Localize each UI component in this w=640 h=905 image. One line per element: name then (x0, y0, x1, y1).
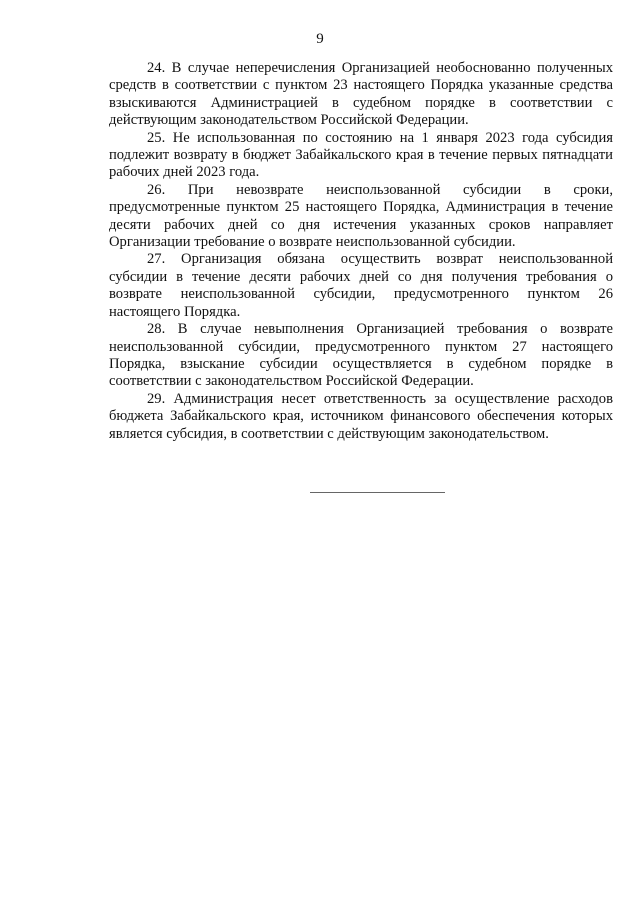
paragraph-25: 25. Не использованная по состоянию на 1 января 2023 года субсидия подлежит возврату в бюджет Забайкальского края в течение первых пятнадцати рабочих дней 2023 года. (109, 129, 613, 181)
paragraph-28: 28. В случае невыполнения Организацией требования о возврате неиспользованной субсидии, предусмотренного пунктом 27 настоящего Порядка, взыскание субсидии осуществляется в судебном порядке в соответствии с законодательством Российской Федерации. (109, 321, 613, 390)
paragraph-29: 29. Администрация несет ответственность за осуществление расходов бюджета Забайкальского края, источником финансового обеспечения которых является субсидия, в соответствии с действующим законодательством. (109, 390, 613, 442)
paragraph-27: 27. Организация обязана осуществить возврат неиспользованной субсидии в течение десяти рабочих дней со дня получения требования о возврате неиспользованной субсидии, предусмотренного пунктом 26 настоящего Порядка. (109, 251, 613, 320)
end-divider-line (310, 492, 445, 493)
document-body (109, 60, 613, 443)
paragraph-26: 26. При невозврате неиспользованной субсидии в сроки, предусмотренные пунктом 25 настоящего Порядка, Администрация в течение десяти рабочих дней со дня истечения указанных сроков направляет Организации требование о возврате неиспользованной субсидии. (109, 181, 613, 251)
page-number: 9 (316, 31, 324, 47)
paragraph-24: 24. В случае неперечисления Организацией необоснованно полученных средств в соответствии с пунктом 23 настоящего Порядка указанные средства взыскиваются Администрацией в судебном порядке в соответствии с действующим законодательством Российской Федерации. (109, 60, 613, 129)
